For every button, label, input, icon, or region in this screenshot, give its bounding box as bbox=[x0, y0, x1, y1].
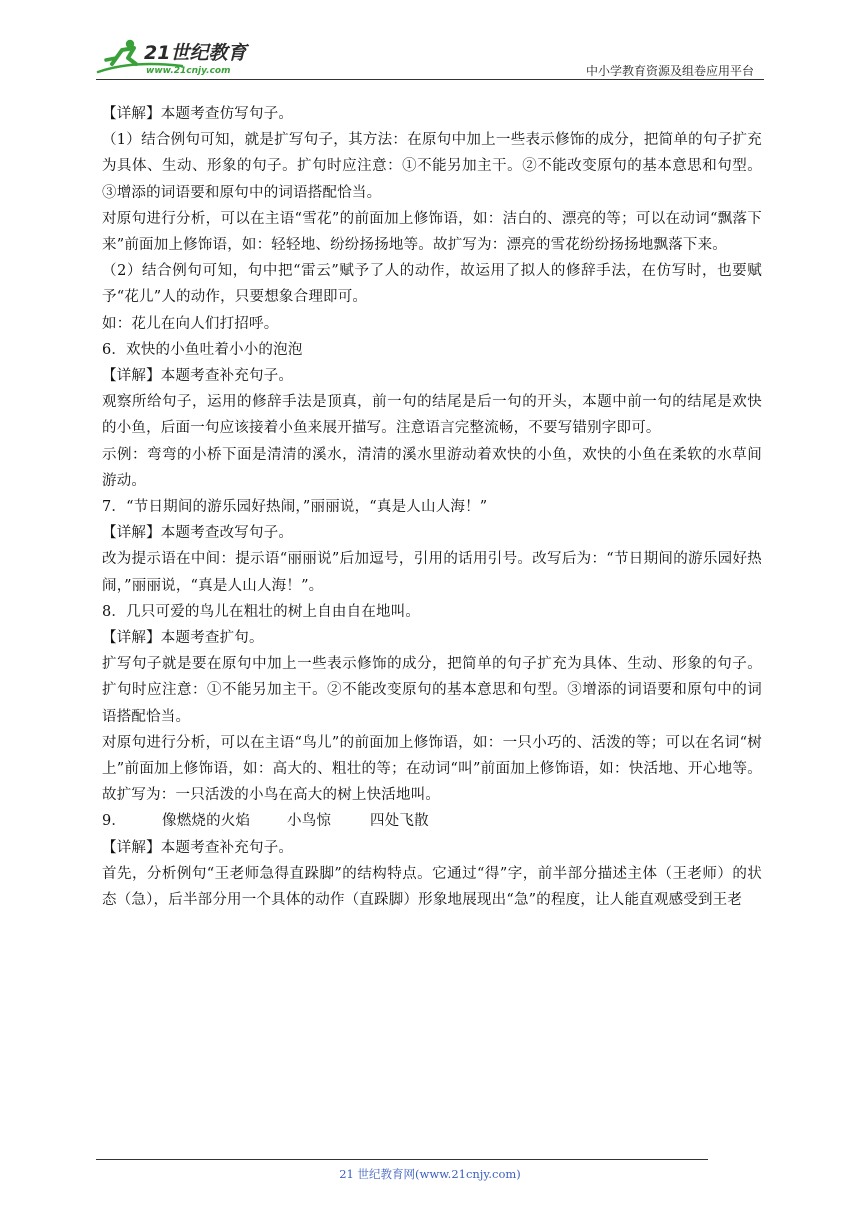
question-8-answer: 8．几只可爱的鸟儿在粗壮的树上自由自在地叫。 bbox=[102, 603, 421, 620]
answer-content bbox=[102, 101, 762, 913]
logo-main-text: 21世纪教育 bbox=[144, 42, 247, 64]
paragraph: （1）结合例句可知，就是扩写句子，其方法：在原句中加上一些表示修饰的成分，把简单的句子扩充为具体、生动、形象的句子。扩句时应注意：①不能另加主干。②不能改变原句的基本意思和句型。③增添的词语要和原句中的词语搭配恰当。 bbox=[102, 132, 762, 201]
header-divider bbox=[96, 79, 764, 80]
paragraph: 首先，分析例句“王老师急得直跺脚”的结构特点。它通过“得”字，前半部分描述主体（王老师）的状态（急），后半部分用一个具体的动作（直跺脚）形象地展现出“急”的程度，让人能直观感受到王老 bbox=[102, 865, 762, 909]
logo-sub-text: www.21cnjy.com bbox=[146, 66, 231, 76]
platform-name: 中小学教育资源及组卷应用平台 bbox=[585, 64, 754, 78]
paragraph: 对原句进行分析，可以在主语“雪花”的前面加上修饰语，如：洁白的、漂亮的等；可以在动词“飘落下来”前面加上修饰语，如：轻轻地、纷纷扬扬地等。故扩写为：漂亮的雪花纷纷扬扬地飘落下来。 bbox=[102, 210, 762, 254]
paragraph: （2）结合例句可知，句中把“雷云”赋予了人的动作，故运用了拟人的修辞手法，在仿写时，也要赋予“花儿”人的动作，只要想象合理即可。 bbox=[102, 263, 762, 306]
site-logo bbox=[92, 34, 262, 80]
paragraph: 【详解】本题考查补充句子。 bbox=[102, 368, 294, 385]
page-footer: 21 世纪教育网(www.21cnjy.com) bbox=[339, 1167, 521, 1181]
answer-blank-2: 小鸟惊 bbox=[287, 813, 332, 830]
page-header bbox=[0, 0, 860, 82]
paragraph: 【详解】本题考查改写句子。 bbox=[102, 525, 294, 542]
question-number: 9． bbox=[102, 813, 127, 830]
paragraph: 改为提示语在中间：提示语“丽丽说”后加逗号，引用的话用引号。改写后为：“节日期间的游乐园好热闹，”丽丽说，“真是人山人海！”。 bbox=[102, 551, 762, 594]
paragraph: 观察所给句子，运用的修辞手法是顶真，前一句的结尾是后一句的开头，本题中前一句的结尾是欢快的小鱼，后面一句应该接着小鱼来展开描写。注意语言完整流畅，不要写错别字即可。 bbox=[102, 394, 762, 437]
answer-blank-1: 像燃烧的火焰 bbox=[162, 813, 251, 830]
paragraph: 扩写句子就是要在原句中加上一些表示修饰的成分，把简单的句子扩充为具体、生动、形象的句子。扩句时应注意：①不能另加主干。②不能改变原句的基本意思和句型。③增添的词语要和原句中的词语搭配恰当。 bbox=[102, 656, 762, 725]
footer-divider bbox=[96, 1159, 708, 1160]
paragraph: 【详解】本题考查补充句子。 bbox=[102, 839, 294, 856]
paragraph: 如：花儿在向人们打招呼。 bbox=[102, 315, 279, 332]
question-6-answer: 6．欢快的小鱼吐着小小的泡泡 bbox=[102, 341, 303, 358]
paragraph: 【详解】本题考查仿写句子。 bbox=[102, 106, 294, 122]
question-9-answer bbox=[102, 808, 762, 834]
question-7-answer: 7．“节日期间的游乐园好热闹，”丽丽说，“真是人山人海！” bbox=[102, 499, 488, 516]
paragraph: 对原句进行分析，可以在主语“鸟儿”的前面加上修饰语，如：一只小巧的、活泼的等；可以在名词“树上”前面加上修饰语，如：高大的、粗壮的等；在动词“叫”前面加上修饰语，如：快活地、开心地等。故扩写为：一只活泼的小鸟在高大的树上快活地叫。 bbox=[102, 734, 762, 804]
paragraph: 【详解】本题考查扩句。 bbox=[102, 630, 264, 647]
answer-blank-3: 四处飞散 bbox=[370, 813, 429, 830]
paragraph: 示例：弯弯的小桥下面是清清的溪水，清清的溪水里游动着欢快的小鱼，欢快的小鱼在柔软的水草间游动。 bbox=[102, 446, 762, 489]
